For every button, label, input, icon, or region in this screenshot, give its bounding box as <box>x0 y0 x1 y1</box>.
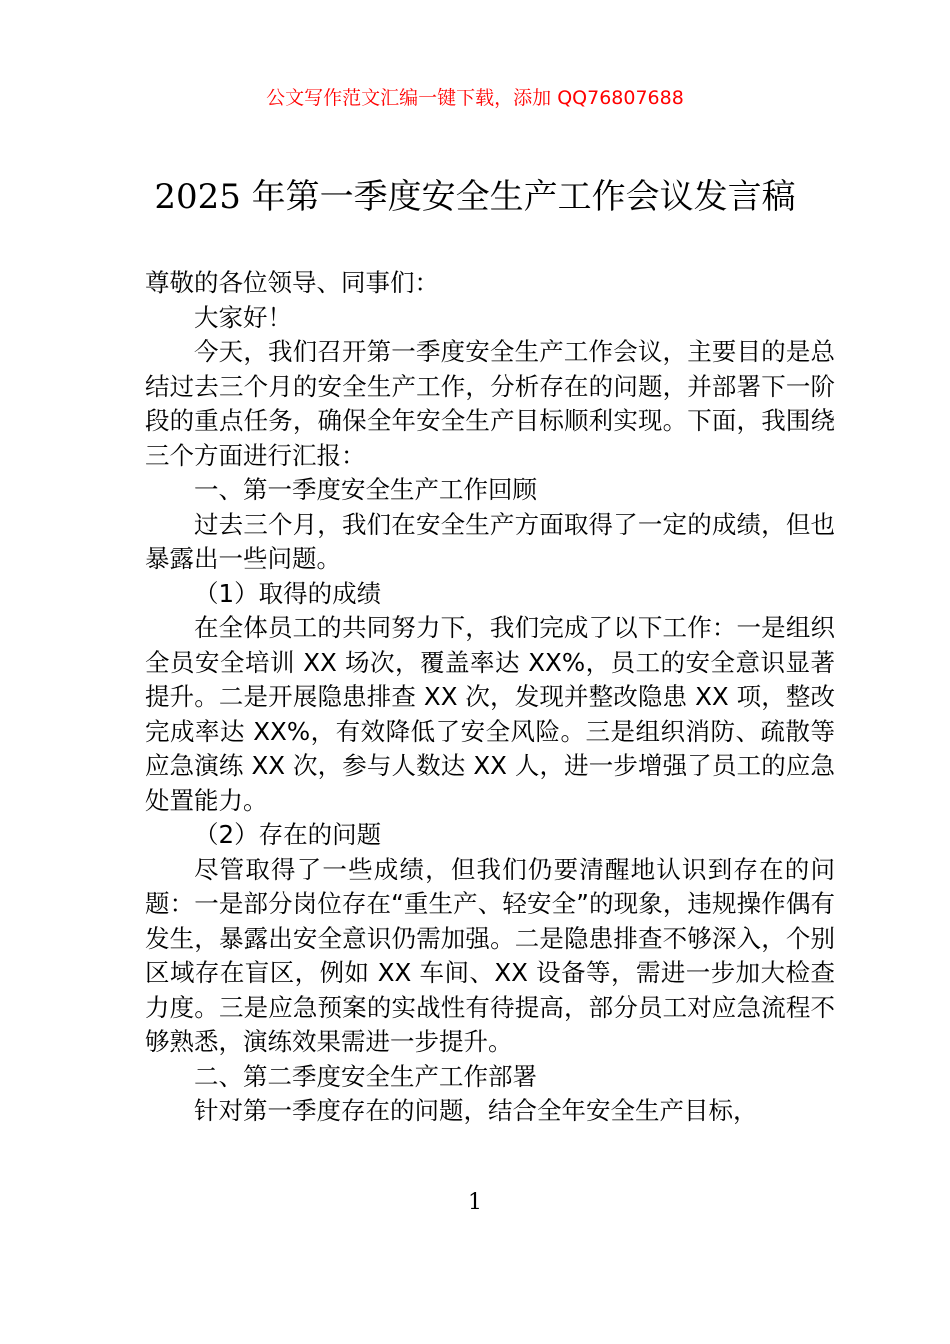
document-title: 2025 年第一季度安全生产工作会议发言稿 <box>154 177 796 217</box>
greeting: 大家好！ <box>194 302 292 332</box>
section-2-paragraph: 针对第一季度存在的问题，结合全年安全生产目标， <box>194 1096 758 1125</box>
section-1-paragraph: 过去三个月，我们在安全生产方面取得了一定的成绩，但也暴露出一些问题。 <box>145 509 835 573</box>
section-heading-2: 二、第二季度安全生产工作部署 <box>194 1061 537 1091</box>
page-number: 1 <box>468 1190 482 1215</box>
document-body <box>145 266 835 1129</box>
subsection-heading-problems: （2）存在的问题 <box>194 820 382 849</box>
salutation: 尊敬的各位领导、同事们： <box>145 268 439 297</box>
intro-paragraph: 今天，我们召开第一季度安全生产工作会议，主要目的是总结过去三个月的安全生产工作，分析存在的问题，并部署下一阶段的重点任务，确保全年安全生产目标顺利实现。下面，我围绕三个方面进行汇报： <box>145 337 835 470</box>
problems-paragraph: 尽管取得了一些成绩，但我们仍要清醒地认识到存在的问题：一是部分岗位存在“重生产、轻安全”的现象，违规操作偶有发生，暴露出安全意识仍需加强。二是隐患排查不够深入，个别区域存在盲区，例如 XX 车间、XX 设备等，需进一步加大检查力度。三是应急预案的实战性有待提高，部分员工对应急流程不够熟悉，演练效果需进一步提升。 <box>145 854 835 1056</box>
achievements-paragraph: 在全体员工的共同努力下，我们完成了以下工作：一是组织全员安全培训 XX 场次，覆盖率达 XX%，员工的安全意识显著提升。二是开展隐患排查 XX 次，发现并整改隐患 XX 项，整改完成率达 XX%，有效降低了安全风险。三是组织消防、疏散等应急演练 XX 次，参与人数达 XX 人，进一步增强了员工的应急处置能力。 <box>145 613 835 815</box>
section-heading-1: 一、第一季度安全生产工作回顾 <box>194 475 537 504</box>
subsection-heading-achievements: （1）取得的成绩 <box>194 578 382 608</box>
watermark-text: 公文写作范文汇编一键下载，添加 QQ76807688 <box>266 87 684 109</box>
